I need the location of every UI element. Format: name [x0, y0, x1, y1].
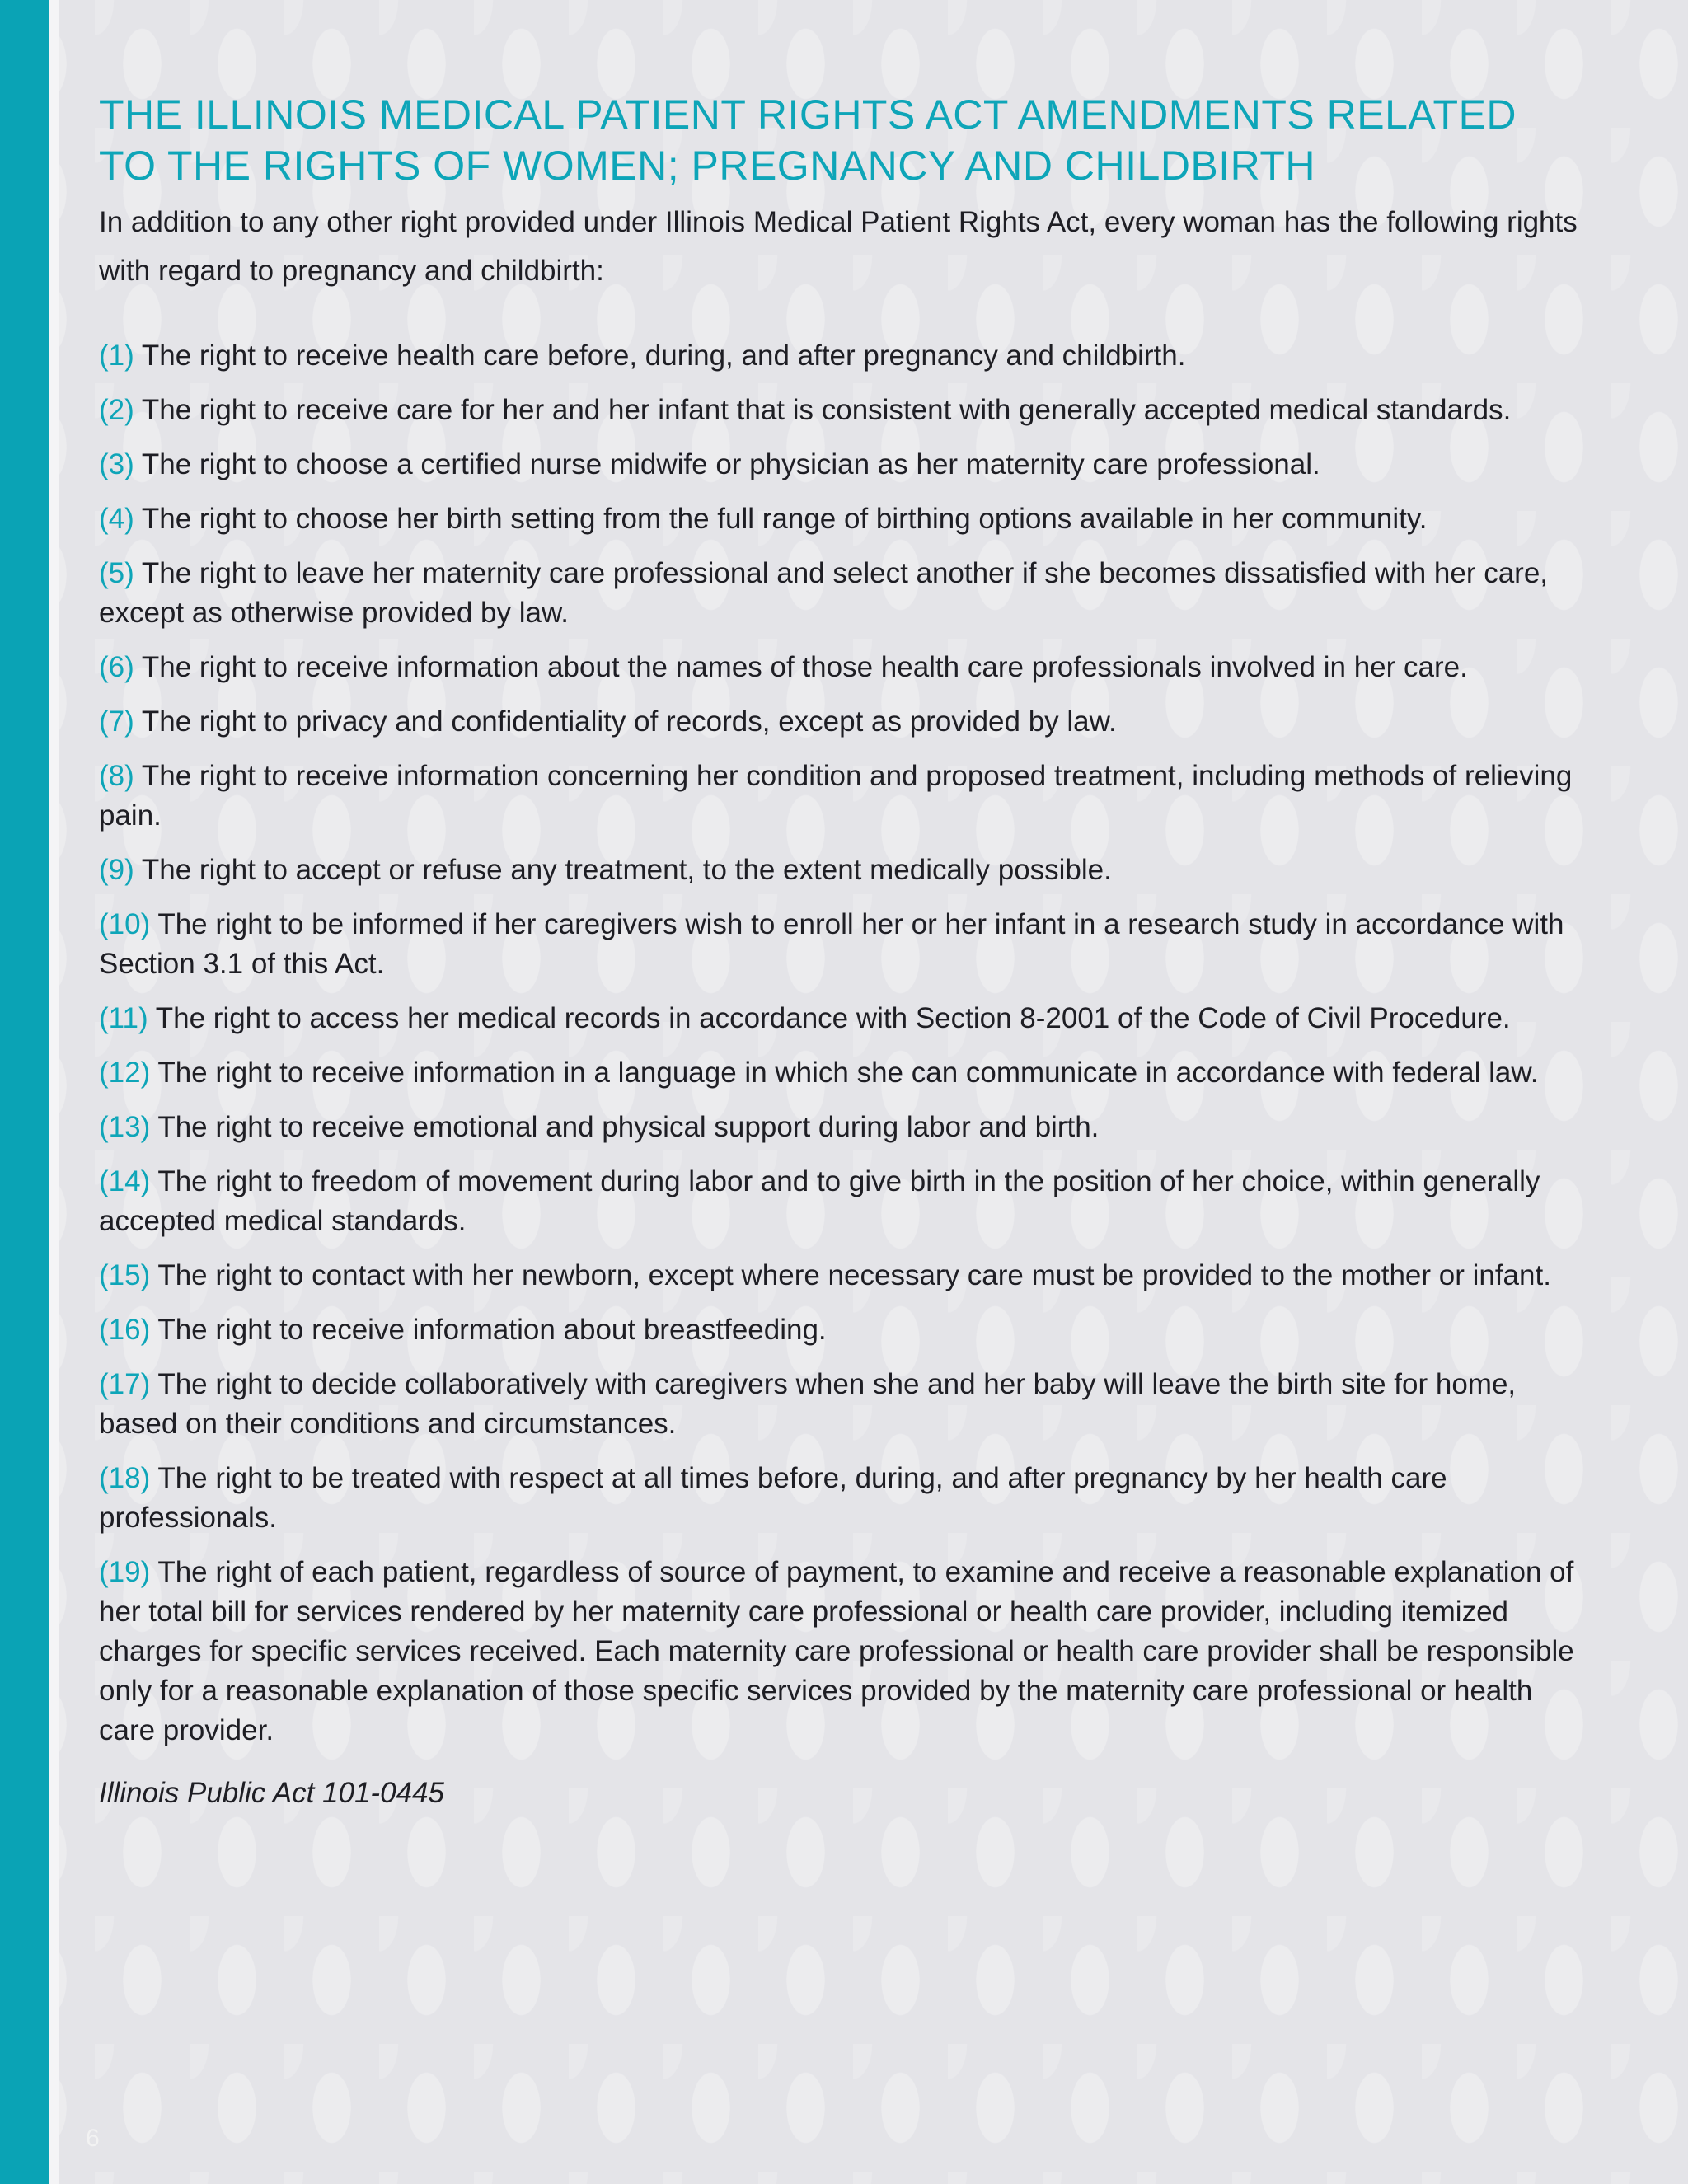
right-item-13 — [99, 1108, 1595, 1147]
right-item-10 — [99, 905, 1595, 984]
right-item-11 — [99, 999, 1595, 1038]
right-text: The right to be informed if her caregivers wish to enroll her or her infant in a research study in accordance with Section 3.1 of this Act. — [99, 908, 1564, 980]
rights-list — [99, 336, 1595, 1750]
right-text: The right to decide collaboratively with caregivers when she and her baby will leave the birth site for home, based on their conditions and circumstances. — [99, 1368, 1517, 1440]
right-number: (4) — [99, 503, 134, 535]
right-number: (11) — [99, 1002, 148, 1034]
right-number: (16) — [99, 1314, 151, 1346]
intro-paragraph: In addition to any other right provided under Illinois Medical Patient Rights Act, every woman has the following rights with regard to pregnancy and childbirth: — [99, 206, 1578, 287]
right-text: The right to receive information about the names of those health care professionals involved in her care. — [134, 651, 1468, 683]
right-number: (14) — [99, 1165, 151, 1197]
right-text: The right to receive emotional and physical support during labor and birth. — [150, 1111, 1100, 1143]
right-number: (19) — [99, 1556, 151, 1588]
right-item-7 — [99, 702, 1595, 742]
right-text: The right to be treated with respect at all times before, during, and after pregnancy by her health care professionals. — [99, 1462, 1447, 1534]
right-number: (8) — [99, 760, 134, 792]
right-text: The right of each patient, regardless of source of payment, to examine and receive a reasonable explanation of her total bill for services rendered by her maternity care professional or health care provider, including itemized charges for specific services received. Each maternity care professional or health care provider shall be responsible only for a reasonable explanation of those specific services provided by the maternity care professional or health care provider. — [99, 1556, 1574, 1746]
right-number: (6) — [99, 651, 134, 683]
document-title — [99, 89, 1595, 191]
right-number: (3) — [99, 448, 134, 480]
right-number: (9) — [99, 854, 134, 886]
right-item-15 — [99, 1256, 1595, 1296]
right-number: (1) — [99, 340, 134, 372]
side-bar-gap — [49, 0, 59, 2184]
right-text: The right to receive information concerning her condition and proposed treatment, including methods of relieving pain. — [99, 760, 1573, 832]
right-number: (12) — [99, 1057, 151, 1089]
right-number: (7) — [99, 705, 134, 738]
right-text: The right to choose a certified nurse midwife or physician as her maternity care professional. — [134, 448, 1320, 480]
right-item-8 — [99, 757, 1595, 836]
right-number: (5) — [99, 557, 134, 589]
right-item-5 — [99, 554, 1595, 633]
right-text: The right to receive care for her and her infant that is consistent with generally accepted medical standards. — [134, 394, 1512, 426]
right-item-16 — [99, 1310, 1595, 1350]
title-line-1: THE ILLINOIS MEDICAL PATIENT RIGHTS ACT AMENDMENTS RELATED — [99, 91, 1517, 138]
right-item-4 — [99, 499, 1595, 539]
right-text: The right to receive health care before, during, and after pregnancy and childbirth. — [134, 340, 1186, 372]
right-text: The right to choose her birth setting from the full range of birthing options available in her community. — [134, 503, 1428, 535]
title-line-2: TO THE RIGHTS OF WOMEN; PREGNANCY AND CHILDBIRTH — [99, 143, 1316, 189]
right-item-19 — [99, 1553, 1595, 1750]
right-number: (17) — [99, 1368, 151, 1400]
right-text: The right to receive information in a language in which she can communicate in accordance with federal law. — [150, 1057, 1539, 1089]
right-text: The right to leave her maternity care professional and select another if she becomes dissatisfied with her care, except as otherwise provided by law. — [99, 557, 1549, 629]
right-item-1 — [99, 336, 1595, 376]
document-body — [99, 89, 1595, 1813]
right-text: The right to accept or refuse any treatment, to the extent medically possible. — [134, 854, 1112, 886]
right-item-14 — [99, 1162, 1595, 1241]
right-text: The right to freedom of movement during labor and to give birth in the position of her choice, within generally accepted medical standards. — [99, 1165, 1540, 1237]
right-item-3 — [99, 445, 1595, 485]
right-text: The right to privacy and confidentiality of records, except as provided by law. — [134, 705, 1117, 738]
right-item-12 — [99, 1053, 1595, 1093]
right-number: (10) — [99, 908, 151, 940]
right-item-2 — [99, 391, 1595, 430]
right-text: The right to receive information about breastfeeding. — [150, 1314, 827, 1346]
right-item-6 — [99, 648, 1595, 687]
page-number: 6 — [86, 2125, 100, 2152]
right-item-17 — [99, 1365, 1595, 1444]
right-number: (13) — [99, 1111, 151, 1143]
accent-side-bar — [0, 0, 49, 2184]
right-number: (15) — [99, 1259, 151, 1291]
right-text: The right to access her medical records in accordance with Section 8-2001 of the Code of Civil Procedure. — [148, 1002, 1511, 1034]
right-text: The right to contact with her newborn, except where necessary care must be provided to the mother or infant. — [150, 1259, 1551, 1291]
citation: Illinois Public Act 101-0445 — [99, 1777, 444, 1809]
right-number: (18) — [99, 1462, 151, 1494]
right-item-9 — [99, 851, 1595, 890]
right-item-18 — [99, 1459, 1595, 1538]
right-number: (2) — [99, 394, 134, 426]
